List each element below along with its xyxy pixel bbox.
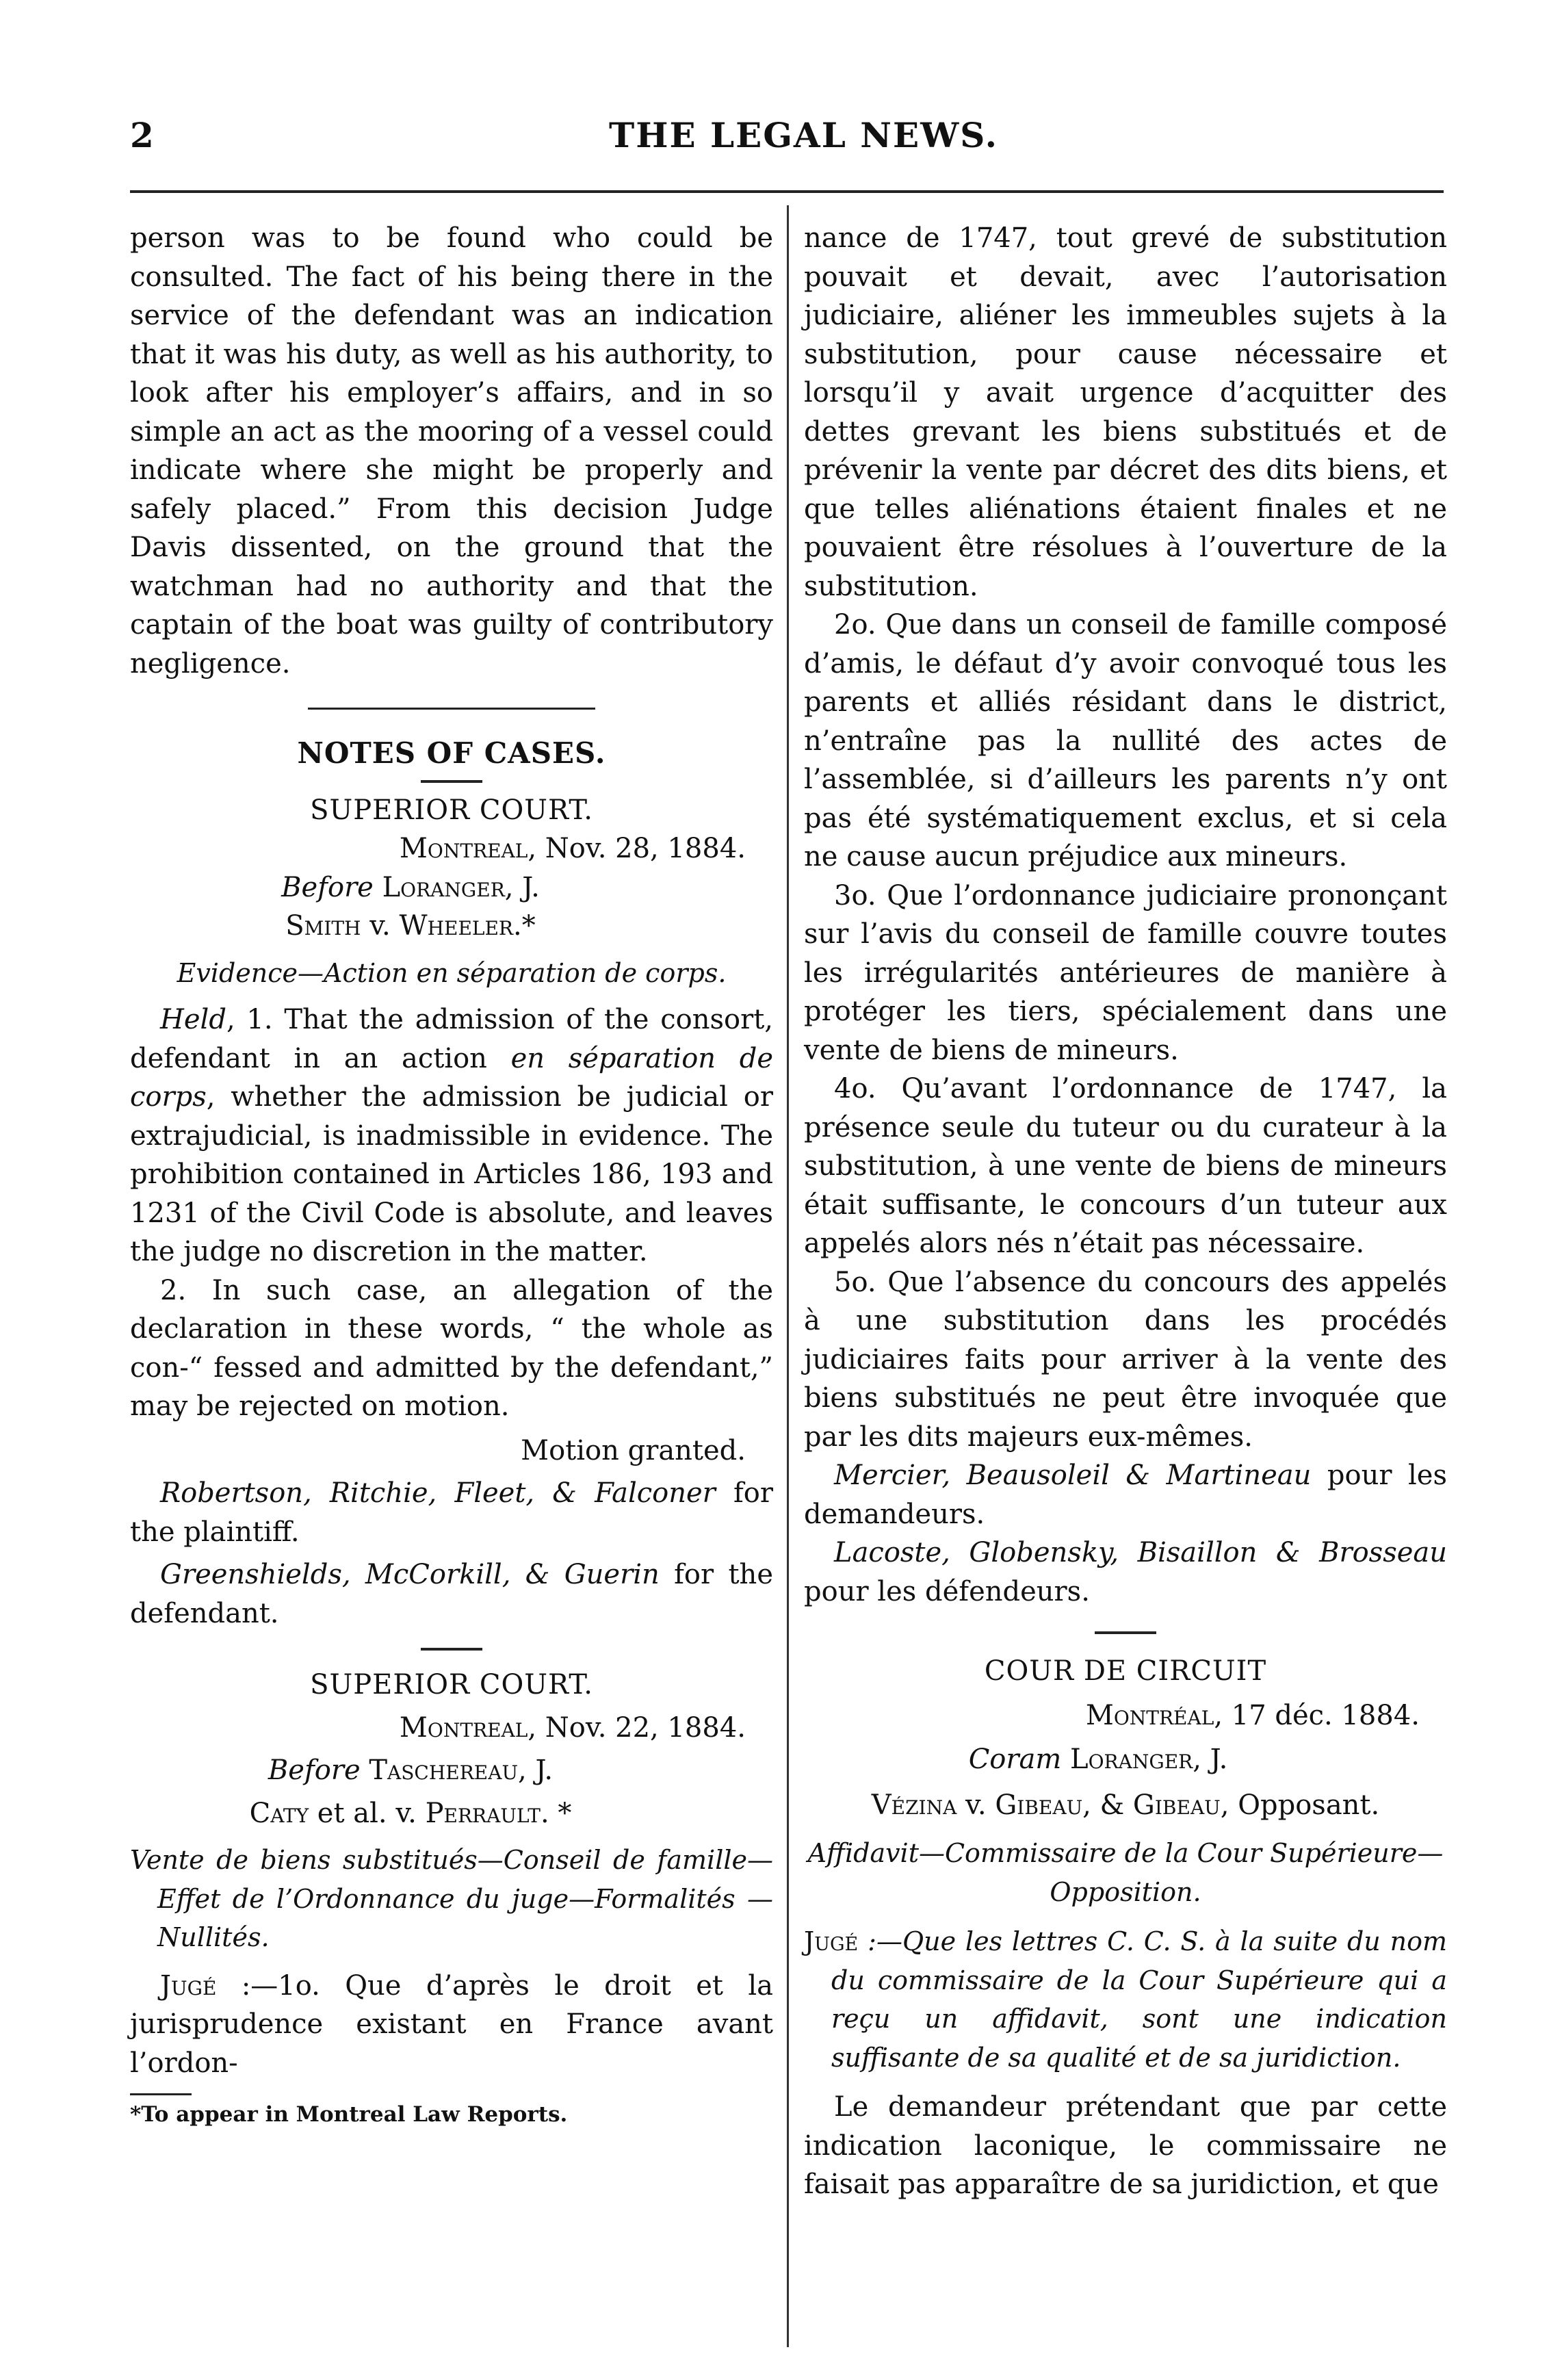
counsel-defendeurs bbox=[804, 1534, 1447, 1611]
counsel-role: pour les défendeurs. bbox=[804, 1575, 1090, 1607]
case-place-date bbox=[130, 829, 773, 868]
party-name: Gibeau bbox=[995, 1789, 1083, 1821]
article-continuation: person was to be found who could be consulted. The fact of his being there in the service of the defendant was an indication that it was his duty, as well as his authority, to look after his employer’s affairs, and in so simple an act as the mooring of a vessel could indicate where she might be properly and safely placed.” From this decision Judge Davis dissented, on the ground that the watchman had no authority and that the captain of the boat was guilty of contributory negligence. bbox=[130, 222, 773, 680]
case-date: , Nov. 28, 1884. bbox=[528, 833, 746, 864]
counsel-names: Mercier, Beausoleil & Martineau bbox=[834, 1460, 1312, 1491]
page-number: 2 bbox=[130, 115, 154, 155]
counsel-demandeurs bbox=[804, 1456, 1447, 1534]
place-name: Montreal bbox=[399, 833, 528, 864]
party-name: Gibeau bbox=[1132, 1789, 1221, 1821]
case-judge bbox=[804, 1740, 1447, 1779]
footnote: *To appear in Montreal Law Reports. bbox=[130, 2102, 568, 2127]
right-column bbox=[804, 219, 1447, 2204]
coram-word: Coram bbox=[968, 1744, 1062, 1775]
party-name: Vézina bbox=[871, 1789, 957, 1821]
case-parties bbox=[804, 1786, 1447, 1825]
case-subject: Affidavit—Commissaire de la Cour Supérieure—Opposition. bbox=[807, 1838, 1444, 1907]
juge-word: Jugé bbox=[160, 1969, 217, 2002]
case-rule bbox=[1095, 1631, 1156, 1634]
party-name: Wheeler bbox=[399, 910, 514, 942]
judge-name: Taschereau bbox=[369, 1755, 519, 1786]
judgment-point-2: 2o. Que dans un conseil de famille composé d’amis, le défaut d’y avoir convoqué tous les parents et alliés résidant dans le district, n’entraîne pas la nullité des actes de l’assemblée, si d’ailleurs les parents n’y ont pas été systématiquement exclus, et si cela ne cause aucun préjudice aux mineurs. bbox=[804, 609, 1447, 872]
case-body: Le demandeur prétendant que par cette indication laconique, le commissaire ne faisait pas apparaître de sa juridiction, et que bbox=[804, 2091, 1447, 2200]
judgment-point-3: 3o. Que l’ordonnance judiciaire prononçant sur l’avis du conseil de famille couvre toutes les irrégularités antérieures de manière à protéger les tiers, spécialement dans une vente de biens de mineurs. bbox=[804, 879, 1447, 1066]
before-word: Before bbox=[268, 1755, 361, 1786]
party-name: Smith bbox=[285, 910, 361, 942]
counsel-names: Greenshields, McCorkill, & Guerin bbox=[160, 1559, 660, 1590]
party-name: Perrault bbox=[425, 1797, 541, 1829]
judge-suffix: , J. bbox=[518, 1755, 554, 1786]
page-header bbox=[130, 115, 1444, 170]
court-name: COUR DE CIRCUIT bbox=[984, 1655, 1267, 1687]
counsel-role: pour les demandeurs. bbox=[804, 1460, 1447, 1530]
case-parties bbox=[130, 907, 773, 946]
counsel-defendant bbox=[130, 1555, 773, 1633]
case-smith-v-wheeler bbox=[130, 791, 773, 1633]
case-subject: Vente de biens substitués—Conseil de famille—Effet de l’Ordonnance du juge—Formalités —Nullités. bbox=[130, 1845, 773, 1952]
footnote-rule bbox=[130, 2093, 192, 2095]
held-italic: en séparation de corps bbox=[130, 1042, 773, 1113]
versus: et al. v. bbox=[309, 1797, 426, 1829]
court-name: SUPERIOR COURT. bbox=[310, 1669, 593, 1700]
case-rule bbox=[421, 1648, 482, 1651]
counsel-role: for the plaintiff. bbox=[130, 1477, 773, 1548]
party-name: Caty bbox=[249, 1797, 309, 1829]
judge-suffix: , J. bbox=[1193, 1744, 1228, 1775]
counsel-names: Robertson, Ritchie, Fleet, & Falconer bbox=[160, 1477, 716, 1509]
case-result: Motion granted. bbox=[521, 1434, 746, 1466]
case-date: , 17 déc. 1884. bbox=[1214, 1699, 1420, 1731]
judge-suffix: , J. bbox=[504, 871, 540, 903]
case-judge bbox=[130, 1751, 773, 1790]
judgment-point-4: 4o. Qu’avant l’ordonnance de 1747, la présence seule du tuteur ou du curateur à la substitution, à une vente de biens de mineurs était suffisante, le concours d’un tuteur aux appelés alors nés n’était pas nécessaire. bbox=[804, 1073, 1447, 1259]
versus: v. bbox=[956, 1789, 995, 1821]
case-place-date bbox=[130, 1709, 773, 1748]
judgment-point-5: 5o. Que l’absence du concours des appelés à une substitution dans les procédés judiciaires faits pour arriver à la vente des biens substitués ne peut être invoquée que par les dits majeurs eux-mêmes. bbox=[804, 1266, 1447, 1453]
case-caty-v-perrault bbox=[130, 1666, 773, 2082]
held-point-1 bbox=[130, 1000, 773, 1271]
held-text: , 1. That the admission of the consort, defendant in an action bbox=[130, 1004, 773, 1074]
column-divider bbox=[787, 205, 789, 2347]
case-subject: Evidence—Action en séparation de corps. bbox=[177, 957, 727, 988]
versus: v. bbox=[361, 910, 400, 942]
judgment-continuation: nance de 1747, tout grevé de substitution pouvait et devait, avec l’autorisation judiciaire, aliéner les immeubles sujets à la substitution, pour cause nécessaire et lorsqu’il y avait urgence d’acquitter des dettes grevant les biens substitués et de prévenir la vente par décret des dits biens, et que telles aliénations étaient finales et ne pouvaient être résolues à l’ouverture de la substitution. bbox=[804, 222, 1447, 602]
juge-point-1 bbox=[130, 1967, 773, 2083]
section-rule bbox=[308, 708, 595, 710]
juge-text: :—Que les lettres C. C. S. à la suite du nom du commissaire de la Cour Supérieure qui a reçu un affidavit, sont une indication suffisante de sa qualité et de sa juridiction. bbox=[831, 1926, 1447, 2073]
held-text: , whether the admission be judicial or extrajudicial, is inadmissible in evidence. The prohibition contained in Articles 186, 193 and 1231 of the Civil Code is absolute, and leaves the judge no discretion in the matter. bbox=[130, 1081, 773, 1267]
judge-name: Loranger bbox=[1070, 1744, 1193, 1775]
court-name: SUPERIOR COURT. bbox=[310, 794, 593, 826]
place-name: Montreal bbox=[399, 1711, 528, 1744]
header-rule bbox=[130, 190, 1444, 193]
judge-name: Loranger bbox=[382, 871, 505, 903]
case-place-date bbox=[804, 1696, 1447, 1735]
journal-title: THE LEGAL NEWS. bbox=[609, 115, 998, 155]
left-column bbox=[130, 219, 773, 2128]
heading-rule bbox=[421, 780, 482, 783]
case-date: , Nov. 22, 1884. bbox=[528, 1711, 746, 1744]
before-word: Before bbox=[281, 871, 374, 903]
section-heading: NOTES OF CASES. bbox=[297, 736, 606, 770]
party-mark: .* bbox=[513, 910, 536, 942]
juge-summary bbox=[804, 1922, 1447, 2077]
juge-word: Jugé bbox=[804, 1926, 859, 1956]
counsel-names: Lacoste, Globensky, Bisaillon & Brosseau bbox=[834, 1537, 1447, 1568]
party-mark: . * bbox=[540, 1797, 572, 1829]
case-vezina-v-gibeau bbox=[804, 1652, 1447, 2204]
party-suffix: , Opposant. bbox=[1220, 1789, 1380, 1821]
case-judge bbox=[130, 868, 773, 907]
held-point-2: 2. In such case, an allegation of the declaration in these words, “ the whole as con-“ fessed and admitted by the defendant,” may be rejected on motion. bbox=[130, 1274, 773, 1422]
place-name: Montréal bbox=[1085, 1699, 1214, 1731]
juge-text: :—1o. Que d’après le droit et la jurisprudence existant en France avant l’ordon- bbox=[130, 1969, 773, 2079]
counsel-role: for the defendant. bbox=[130, 1559, 773, 1629]
party-join: , & bbox=[1082, 1789, 1133, 1821]
counsel-plaintiff bbox=[130, 1474, 773, 1551]
held-word: Held bbox=[160, 1004, 226, 1035]
case-parties bbox=[130, 1794, 773, 1833]
